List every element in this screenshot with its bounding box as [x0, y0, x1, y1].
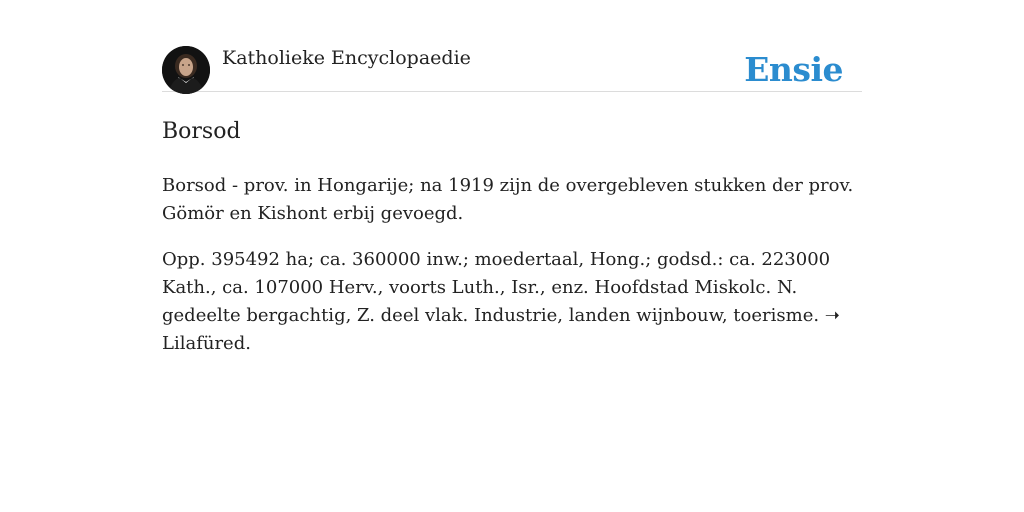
article-paragraph-2: Opp. 395492 ha; ca. 360000 inw.; moedertaal, Hong.; godsd.: ca. 223000 Kath., ca. 107000 Herv., voorts Luth., Isr., enz. Hoofdstad Miskolc. N. gedeelte bergachtig, Z. deel vlak. Industrie, landen wijnbouw, toerisme. ➝ Lilafüred. — [162, 249, 840, 354]
article-title: Borsod — [162, 119, 241, 144]
page-container — [162, 0, 862, 358]
page-header — [162, 0, 862, 92]
article-paragraph-1: Borsod - prov. in Hongarije; na 1919 zijn de overgebleven stukken der prov. Gömör en Kishont erbij gevoegd. — [162, 175, 854, 224]
portrait-avatar-icon[interactable] — [162, 46, 210, 94]
ensie-logo-link[interactable]: Ensie — [744, 50, 843, 89]
source-title-link[interactable]: Katholieke Encyclopaedie — [222, 47, 471, 69]
